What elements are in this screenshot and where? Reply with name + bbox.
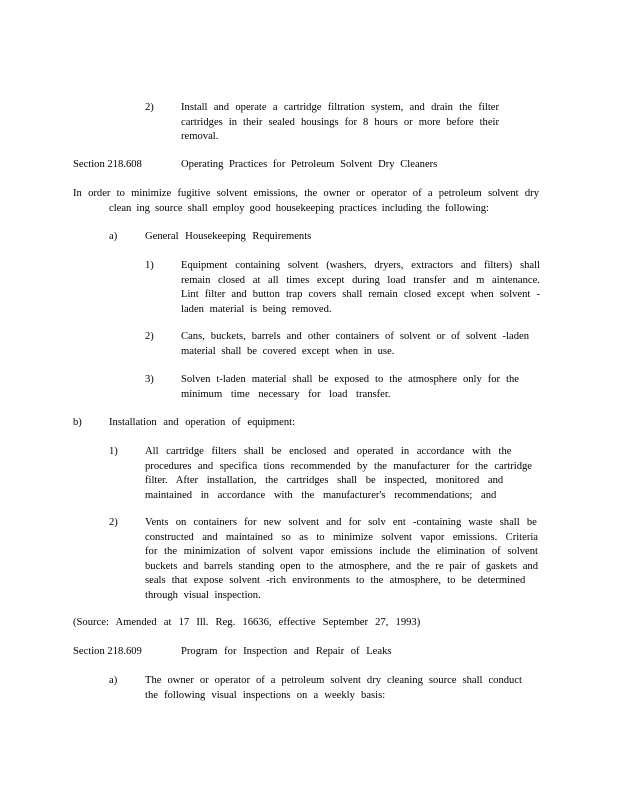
paragraph-line: Solven t-laden material shall be exposed to the atmosphere only for the [181,374,519,385]
section-title: Program for Inspection and Repair of Leaks [181,646,392,657]
intro-paragraph [73,187,539,216]
paragraph-line: In order to minimize fugitive solvent emissions, the owner or operator of a petroleum solvent dry [73,188,539,199]
paragraph-line: the following visual inspections on a weekly basis: [145,689,386,701]
paragraph-line: seals that expose solvent -rich environments to the atmosphere, to be determined [145,575,526,586]
paragraph-line: Equipment containing solvent (washers, dryers, extractors and filters) shall [181,260,540,271]
paragraph-line: constructed and maintained so as to minimize solvent vapor emissions. Criteria [145,531,538,543]
subsection-marker: a) [109,675,118,686]
paragraph-cartridge-filtration [181,101,499,145]
item-marker: 2) [109,517,118,528]
paragraph-line: material shall be covered except when in use. [181,345,395,357]
section-title: Operating Practices for Petroleum Solvent Dry Cleaners [181,159,438,170]
paragraph-line: laden material is being removed. [181,303,332,315]
item-marker: 2) [145,102,154,113]
paragraph-line: cartridges in their sealed housings for 8 hours or more before their [181,116,499,128]
item-marker: 3) [145,374,154,385]
paragraph-line: remain closed at all times except during load transfer and m aintenance. [181,274,540,286]
section-number: Section 218.609 [73,646,142,657]
paragraph-line: filter. After installation, the cartridges shall be inspected, monitored and [145,475,504,486]
subsection-marker: a) [109,231,118,242]
item-marker: 1) [109,446,118,457]
paragraph-vents-on-containers [145,516,538,603]
paragraph-containers-covered [181,330,529,359]
paragraph-line: maintained in accordance with the manufacturer's recommendations; and [145,489,497,501]
paragraph-line: through visual inspection. [145,589,261,601]
source-note: (Source: Amended at 17 Ill. Reg. 16636, effective September 27, 1993) [73,617,421,628]
subsection-heading: General Housekeeping Requirements [145,231,312,242]
paragraph-line: clean ing source shall employ good housekeeping practices including the following: [109,202,489,214]
paragraph-cartridge-filters [145,445,532,503]
paragraph-line: procedures and specifica tions recommended by the manufacturer for the cartridge [145,460,532,472]
paragraph-line: buckets and barrels standing open to the atmosphere, and the re pair of gaskets and [145,560,538,572]
paragraph-line: Vents on containers for new solvent and for solv ent -containing waste shall be [145,517,537,528]
paragraph-line: Lint filter and button trap covers shall remain closed except when solvent - [181,289,540,300]
paragraph-line: Install and operate a cartridge filtration system, and drain the filter [181,102,499,113]
item-marker: 2) [145,331,154,342]
paragraph-line: removal. [181,131,219,142]
subsection-heading: Installation and operation of equipment: [109,417,296,428]
item-marker: 1) [145,260,154,271]
paragraph-line: Cans, buckets, barrels and other containers of solvent or of solvent -laden [181,331,529,342]
paragraph-line: for the minimization of solvent vapor emissions include the elimination of solvent [145,546,538,557]
paragraph-line: minimum time necessary for load transfer. [181,388,391,400]
section-number: Section 218.608 [73,159,142,170]
paragraph-line: All cartridge filters shall be enclosed and operated in accordance with the [145,446,512,457]
paragraph-line: The owner or operator of a petroleum solvent dry cleaning source shall conduct [145,675,522,686]
paragraph-equipment-closed [181,259,540,317]
subsection-marker: b) [73,417,82,428]
paragraph-solvent-laden-exposure [181,373,519,402]
paragraph-weekly-inspections [145,674,522,703]
